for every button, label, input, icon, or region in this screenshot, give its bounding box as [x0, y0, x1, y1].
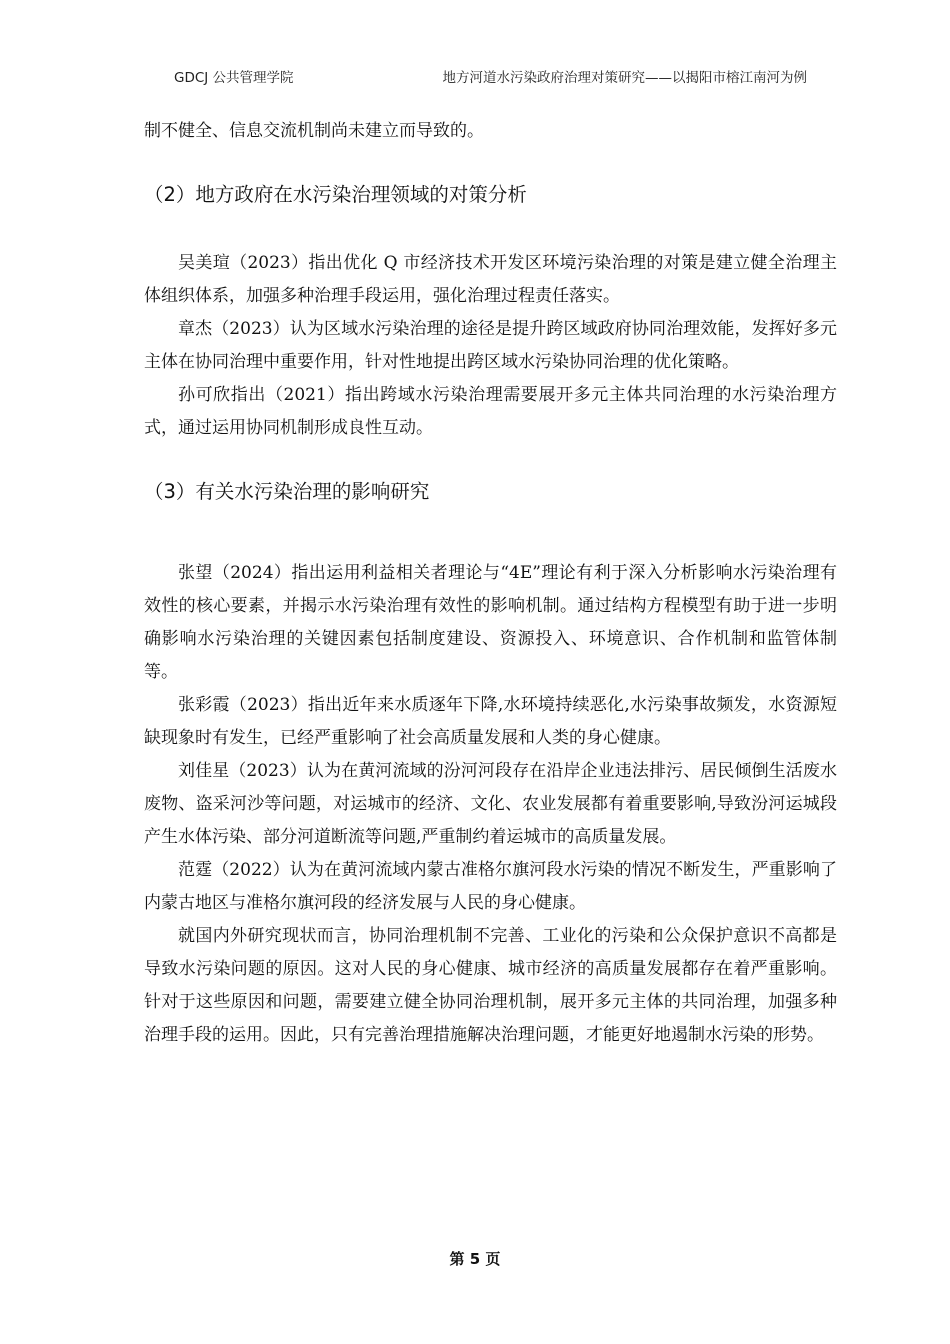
body-paragraph: 张彩霞（2023）指出近年来水质逐年下降,水环境持续恶化,水污染事故频发，水资源短缺现象时有发生，已经严重影响了社会高质量发展和人类的身心健康。 [144, 695, 837, 748]
body-paragraph: 孙可欣指出（2021）指出跨域水污染治理需要展开多元主体共同治理的水污染治理方式，通过运用协同机制形成良性互动。 [144, 385, 837, 438]
body-paragraph: 就国内外研究现状而言，协同治理机制不完善、工业化的污染和公众保护意识不高都是导致水污染问题的原因。这对人民的身心健康、城市经济的高质量发展都存在着严重影响。针对于这些原因和问题，需要建立健全协同治理机制，展开多元主体的共同治理，加强多种治理手段的运用。因此，只有完善治理措施解决治理问题，才能更好地遏制水污染的形势。 [144, 926, 837, 1045]
section-heading-3: （3）有关水污染治理的影响研究 [144, 480, 430, 503]
page-number: 第 5 页 [449, 1250, 501, 1268]
page-header [174, 66, 807, 88]
body-paragraph: 范霆（2022）认为在黄河流域内蒙古准格尔旗河段水污染的情况不断发生，严重影响了内蒙古地区与准格尔旗河段的经济发展与人民的身心健康。 [144, 860, 837, 913]
continuation-paragraph: 制不健全、信息交流机制尚未建立而导致的。 [144, 121, 484, 141]
body-paragraph: 吴美瑄（2023）指出优化 Q 市经济技术开发区环境污染治理的对策是建立健全治理主体组织体系，加强多种治理手段运用，强化治理过程责任落实。 [144, 253, 837, 306]
section-heading-2: （2）地方政府在水污染治理领域的对策分析 [144, 183, 527, 206]
page-body [144, 115, 837, 1052]
body-paragraph: 刘佳星（2023）认为在黄河流域的汾河河段存在沿岸企业违法排污、居民倾倒生活废水废物、盗采河沙等问题，对运城市的经济、文化、农业发展都有着重要影响,导致汾河运城段产生水体污染、部分河道断流等问题,严重制约着运城市的高质量发展。 [144, 761, 837, 847]
header-paper-title: 地方河道水污染政府治理对策研究——以揭阳市榕江南河为例 [442, 70, 807, 86]
body-paragraph: 章杰（2023）认为区域水污染治理的途径是提升跨区域政府协同治理效能，发挥好多元主体在协同治理中重要作用，针对性地提出跨区域水污染协同治理的优化策略。 [144, 319, 837, 372]
header-school-name: GDCJ 公共管理学院 [174, 70, 294, 86]
body-paragraph: 张望（2024）指出运用利益相关者理论与“4E”理论有利于深入分析影响水污染治理有效性的核心要素，并揭示水污染治理有效性的影响机制。通过结构方程模型有助于进一步明确影响水污染治理的关键因素包括制度建设、资源投入、环境意识、合作机制和监管体制等。 [144, 563, 837, 682]
